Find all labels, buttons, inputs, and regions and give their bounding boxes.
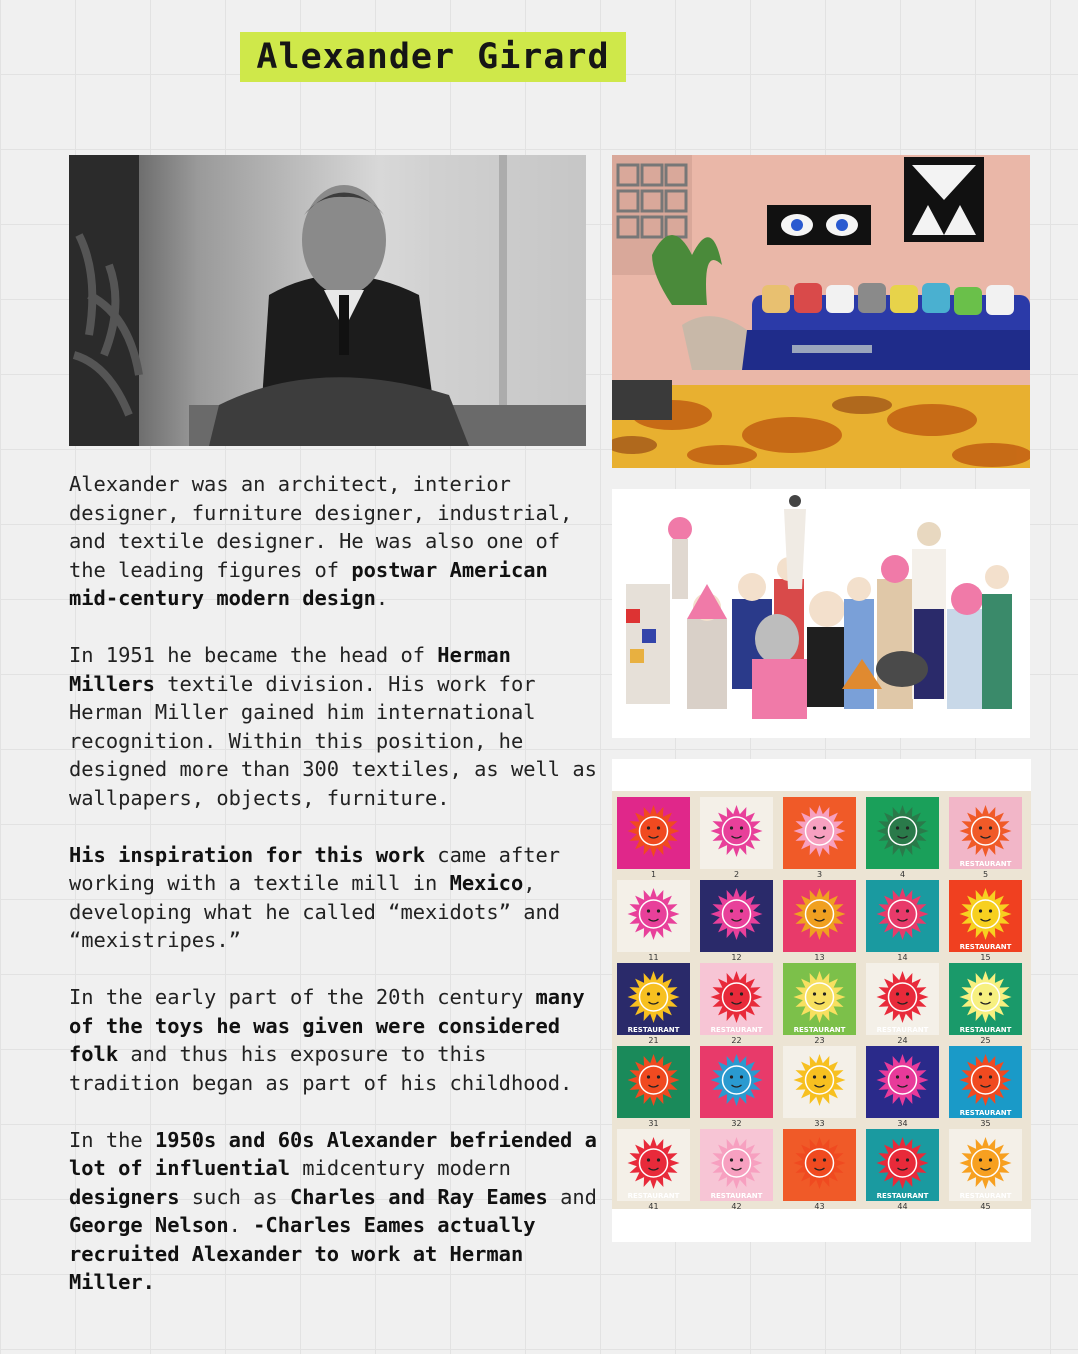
tile-number: 25 [980,1036,991,1045]
sun-face [723,1149,751,1177]
sun-face [972,1066,1000,1094]
bold-text: His inspiration for this work [69,842,426,867]
sun-face [806,817,834,845]
sun-eye [740,909,743,912]
tile-number: 22 [731,1036,742,1045]
sun-tile [783,963,856,1045]
sun-eye [979,1158,982,1161]
sun-tiles-grid-image [612,759,1031,1242]
sun-tile [783,1046,856,1128]
tile-number: 5 [982,870,989,879]
sun-eye [989,909,992,912]
page-title: Alexander Girard [256,37,610,77]
tile-number: 4 [899,870,906,879]
sun-face [889,1149,917,1177]
tile-restaurant-label: RESTAURANT [710,1026,763,1034]
sun-face [972,817,1000,845]
tile-number: 44 [897,1202,908,1211]
bold-text: Mexico [449,871,524,895]
sun-tile [617,1046,690,1128]
sun-eye [906,1158,909,1161]
sun-eye [989,1075,992,1078]
text-segment: Alexander was an architect, interior designer, furniture designer, industrial, and textile designer. He was also one of the leading figures of [69,472,573,582]
tile-number: 14 [897,953,908,962]
sun-tile [866,797,939,879]
text-segment: . [228,1213,254,1237]
sun-face [806,900,834,928]
sun-tile [783,880,856,962]
sun-tile [949,1129,1022,1211]
sun-face [806,1149,834,1177]
tile-restaurant-label: RESTAURANT [959,1192,1012,1200]
sun-face [889,817,917,845]
bold-text: George Nelson [69,1213,229,1237]
tile-number: 42 [731,1202,742,1211]
sun-tile [617,880,690,962]
wooden-dolls-photo [612,489,1030,738]
sun-tile [700,1129,773,1211]
sun-eye [730,826,733,829]
sun-eye [896,909,899,912]
tile-number: 23 [814,1036,825,1045]
sun-tile [617,1129,690,1211]
text-segment: and [547,1184,597,1209]
text-segment: In the [69,1127,155,1152]
tile-number: 31 [648,1119,659,1128]
tile-restaurant-label: RESTAURANT [959,943,1012,951]
portrait-photo [69,155,586,446]
text-segment: In the early part of the 20th century [69,985,536,1009]
sun-eye [657,909,660,912]
sun-eye [647,1075,650,1078]
sun-eye [896,1075,899,1078]
sun-eye [813,1075,816,1078]
sun-tile [700,1046,773,1128]
sun-eye [730,1158,733,1161]
bio-paragraph [69,841,609,955]
tile-number: 34 [897,1119,908,1128]
sun-eye [979,826,982,829]
tile-number: 35 [980,1119,991,1128]
sun-eye [657,1158,660,1161]
sun-eye [657,1075,660,1078]
sun-eye [979,909,982,912]
sun-eye [823,909,826,912]
sun-eye [989,992,992,995]
sun-tile [617,963,690,1045]
sun-face [972,1149,1000,1177]
bold-text: Herman Millers [69,643,511,696]
sun-eye [647,826,650,829]
tile-number: 33 [814,1119,825,1128]
sun-face [806,1066,834,1094]
sun-tile [783,797,856,879]
sun-eye [896,826,899,829]
sun-face [972,983,1000,1011]
sun-eye [989,1158,992,1161]
sun-eye [823,1158,826,1161]
sun-eye [813,992,816,995]
sun-face [806,983,834,1011]
sun-eye [979,1075,982,1078]
sun-tile [949,797,1022,879]
sun-eye [740,1158,743,1161]
text-segment: came after working with a textile mill in [69,842,561,895]
sun-eye [979,992,982,995]
sun-tile [949,880,1022,962]
tile-number: 45 [980,1202,991,1211]
sun-face [640,983,668,1011]
sun-eye [906,909,909,912]
sun-eye [896,992,899,995]
tile-number: 32 [731,1119,742,1128]
tile-number: 13 [814,953,825,962]
sun-face [640,817,668,845]
tile-number: 43 [814,1202,825,1211]
sun-eye [647,1158,650,1161]
sun-tiles-svg [612,759,1031,1242]
sun-tile [866,880,939,962]
tile-restaurant-label: RESTAURANT [876,1026,929,1034]
tile-restaurant-label: RESTAURANT [627,1026,680,1034]
text-segment: textile division. His work for Herman Miller gained him international recognition. Within this position, he designed more than 300 textiles, as well as wallpapers, objects, furniture. [69,671,597,810]
tile-number: 12 [731,953,742,962]
sun-tile [700,797,773,879]
bold-text: -Charles Eames actually recruited Alexander to work at Herman Miller. [69,1213,536,1294]
bold-text: designers [69,1184,180,1209]
sun-tile [617,797,690,879]
tile-restaurant-label: RESTAURANT [959,860,1012,868]
sun-eye [647,909,650,912]
sun-eye [989,826,992,829]
sun-eye [823,1075,826,1078]
sun-face [640,1066,668,1094]
sun-face [889,983,917,1011]
sun-tile [866,963,939,1045]
sun-eye [740,1075,743,1078]
text-segment: . [375,586,389,610]
sun-tile [949,1046,1022,1128]
living-room-photo [612,155,1030,468]
sun-tile [700,880,773,962]
bio-paragraph [69,1126,609,1297]
tile-number: 21 [648,1036,659,1045]
text-segment: midcentury modern [289,1156,511,1180]
sun-face [972,900,1000,928]
tile-number: 3 [816,870,823,879]
tile-restaurant-label: RESTAURANT [876,1192,929,1200]
tile-restaurant-label: RESTAURANT [627,1192,680,1200]
sun-eye [740,992,743,995]
sun-eye [657,826,660,829]
sun-eye [730,1075,733,1078]
sun-eye [906,1075,909,1078]
sun-tile [783,1129,856,1211]
bold-text: many of the toys he was given were considered folk [69,985,585,1066]
sun-tile [700,963,773,1045]
text-segment: such as [179,1184,290,1209]
sun-eye [906,826,909,829]
sun-tile [866,1046,939,1128]
bio-paragraph [69,470,609,613]
title-banner [240,32,626,82]
text-segment: and thus his exposure to this tradition began as part of his childhood. [69,1042,573,1095]
tile-number: 24 [897,1036,908,1045]
tile-restaurant-label: RESTAURANT [710,1192,763,1200]
tile-number: 1 [650,870,657,879]
tile-number: 41 [648,1202,659,1211]
sun-eye [730,909,733,912]
sun-face [889,900,917,928]
text-segment: , developing what he called “mexidots” and “mexistripes.” [69,871,561,952]
tile-number: 15 [980,953,991,962]
sun-eye [813,826,816,829]
tile-restaurant-label: RESTAURANT [959,1026,1012,1034]
sun-face [723,983,751,1011]
sun-eye [896,1158,899,1161]
sun-eye [906,992,909,995]
sun-tile [949,963,1022,1045]
bio-paragraph [69,641,609,812]
sun-face [640,1149,668,1177]
sun-eye [823,992,826,995]
sun-eye [730,992,733,995]
sun-face [640,900,668,928]
tile-number: 11 [648,953,659,962]
text-segment: In 1951 he became the head of [69,643,438,667]
sun-face [723,900,751,928]
sun-eye [740,826,743,829]
biography-text [69,470,609,1325]
bold-text: Charles and Ray Eames [290,1184,548,1209]
sun-eye [657,992,660,995]
sun-face [889,1066,917,1094]
sun-eye [813,1158,816,1161]
bold-text: 1950s and 60s Alexander befriended a lot of influential [69,1127,597,1180]
sun-eye [813,909,816,912]
sun-face [723,1066,751,1094]
tile-restaurant-label: RESTAURANT [793,1026,846,1034]
bold-text: postwar American mid-century modern design [69,557,548,610]
sun-tile [866,1129,939,1211]
tile-number: 2 [733,870,740,879]
sun-eye [823,826,826,829]
sun-face [723,817,751,845]
sun-eye [647,992,650,995]
bio-paragraph [69,983,609,1097]
tile-restaurant-label: RESTAURANT [959,1109,1012,1117]
